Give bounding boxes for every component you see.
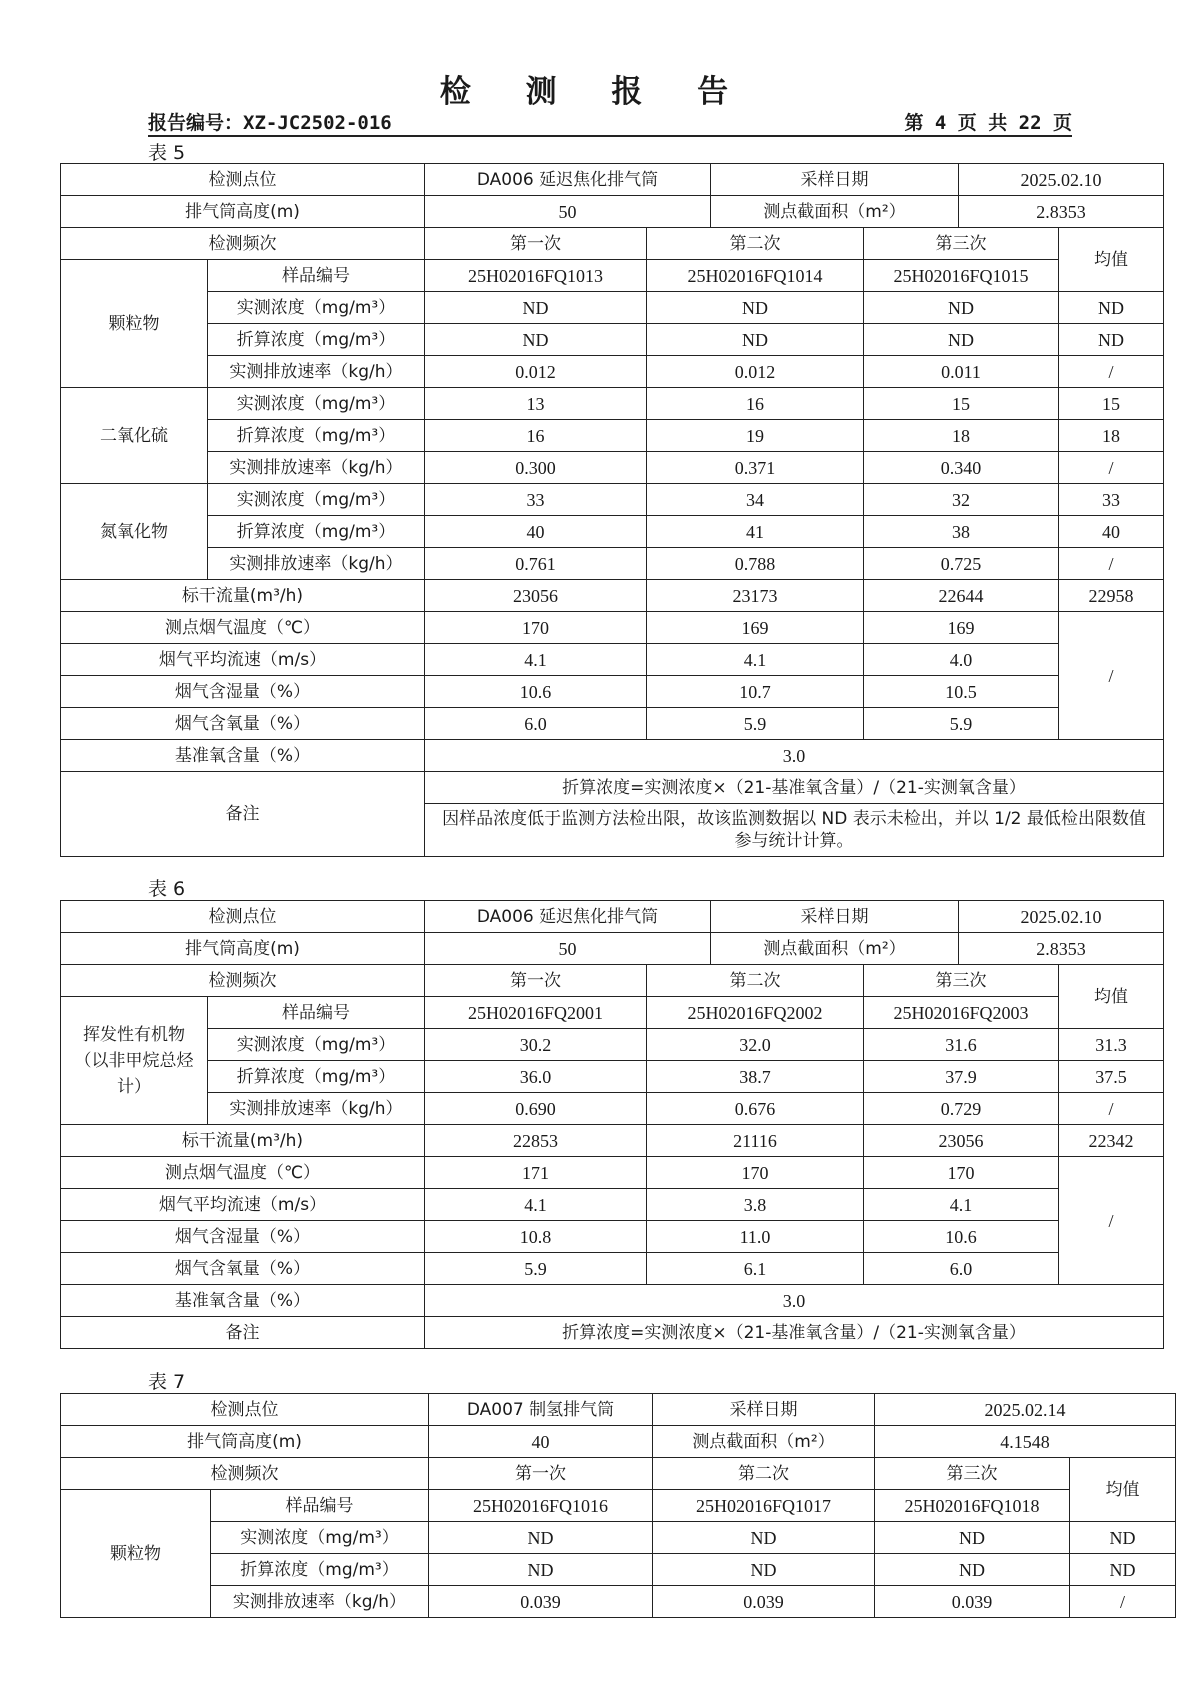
frequency-label: 检测频次 — [61, 1458, 429, 1490]
avg-cell: / — [1059, 356, 1164, 388]
table-row — [61, 740, 1164, 772]
avg-cell: 40 — [1059, 516, 1164, 548]
cell: 10.5 — [864, 676, 1059, 708]
area-value: 4.1548 — [875, 1426, 1176, 1458]
sample-no: 25H02016FQ2002 — [647, 997, 864, 1029]
document-title: 检 测 报 告 — [439, 74, 751, 110]
second-header: 第二次 — [647, 228, 864, 260]
stack-height-label: 排气筒高度(m) — [61, 933, 425, 965]
table-row — [61, 484, 1164, 516]
table-row — [61, 452, 1164, 484]
sample-no-label: 样品编号 — [208, 260, 425, 292]
report-number: 报告编号：XZ-JC2502-016 — [148, 112, 392, 134]
table-row — [61, 1522, 1176, 1554]
table-row — [61, 516, 1164, 548]
cell: ND — [653, 1554, 875, 1586]
cell: 36.0 — [425, 1061, 647, 1093]
measured-conc-label: 实测浓度（mg/m³） — [208, 388, 425, 420]
cell: 16 — [425, 420, 647, 452]
cell: 38 — [864, 516, 1059, 548]
date-value: 2025.02.14 — [875, 1394, 1176, 1426]
avg-cell: 33 — [1059, 484, 1164, 516]
first-header: 第一次 — [425, 965, 647, 997]
cell: 13 — [425, 388, 647, 420]
avg-cell: 31.3 — [1059, 1029, 1164, 1061]
cell: 0.039 — [875, 1586, 1070, 1618]
cell: 19 — [647, 420, 864, 452]
cell: ND — [864, 324, 1059, 356]
emission-rate-label: 实测排放速率（kg/h） — [208, 548, 425, 580]
avg-cell: ND — [1070, 1554, 1176, 1586]
cell: ND — [864, 292, 1059, 324]
avg-cell: 37.5 — [1059, 1061, 1164, 1093]
avg-cell: / — [1070, 1586, 1176, 1618]
table-row — [61, 1394, 1176, 1426]
table5 — [60, 163, 1164, 857]
area-label: 测点截面积（m²） — [653, 1426, 875, 1458]
table-row — [61, 164, 1164, 196]
group-name: 颗粒物 — [61, 1490, 211, 1618]
cell: 23173 — [647, 580, 864, 612]
average-header: 均值 — [1059, 228, 1164, 292]
second-header: 第二次 — [653, 1458, 875, 1490]
sample-no: 25H02016FQ1013 — [425, 260, 647, 292]
table-row — [61, 228, 1164, 260]
cell: 23056 — [425, 580, 647, 612]
measured-conc-label: 实测浓度（mg/m³） — [211, 1522, 429, 1554]
area-value: 2.8353 — [959, 196, 1164, 228]
table-row — [61, 1554, 1176, 1586]
table-row — [61, 1490, 1176, 1522]
table6-caption: 表 6 — [148, 878, 186, 900]
third-header: 第三次 — [875, 1458, 1070, 1490]
table7 — [60, 1393, 1176, 1618]
cell: 4.1 — [864, 1189, 1059, 1221]
cell: ND — [653, 1522, 875, 1554]
table7-caption: 表 7 — [148, 1371, 186, 1393]
table-row — [61, 612, 1164, 644]
table-row — [61, 356, 1164, 388]
cell: 10.8 — [425, 1221, 647, 1253]
third-header: 第三次 — [864, 965, 1059, 997]
measured-conc-label: 实测浓度（mg/m³） — [208, 484, 425, 516]
cell: 6.0 — [864, 1253, 1059, 1285]
table-row — [61, 1426, 1176, 1458]
converted-conc-label: 折算浓度（mg/m³） — [208, 420, 425, 452]
converted-conc-label: 折算浓度（mg/m³） — [208, 1061, 425, 1093]
table-row — [61, 1317, 1164, 1349]
sample-no: 25H02016FQ2001 — [425, 997, 647, 1029]
cell: 0.371 — [647, 452, 864, 484]
point-value: DA007 制氢排气筒 — [429, 1394, 653, 1426]
oxygen-label: 烟气含氧量（%） — [61, 1253, 425, 1285]
cell: 21116 — [647, 1125, 864, 1157]
measured-conc-label: 实测浓度（mg/m³） — [208, 292, 425, 324]
table-row — [61, 1458, 1176, 1490]
cell: 0.039 — [653, 1586, 875, 1618]
remark-label: 备注 — [61, 772, 425, 857]
stack-height-value: 50 — [425, 196, 711, 228]
cell: 5.9 — [647, 708, 864, 740]
table-row — [61, 1253, 1164, 1285]
group-name: 二氧化硫 — [61, 388, 208, 484]
table-row — [61, 1221, 1164, 1253]
cell: 41 — [647, 516, 864, 548]
cell: 15 — [864, 388, 1059, 420]
table-row — [61, 324, 1164, 356]
avg-cell: 15 — [1059, 388, 1164, 420]
table-row — [61, 260, 1164, 292]
table-row — [61, 1285, 1164, 1317]
avg-cell: / — [1059, 452, 1164, 484]
avg-cell: ND — [1059, 324, 1164, 356]
cell: 18 — [864, 420, 1059, 452]
cell: 0.676 — [647, 1093, 864, 1125]
remark-nd: 因样品浓度低于监测方法检出限，故该监测数据以 ND 表示未检出，并以 1/2 最低检出限数值参与统计计算。 — [425, 804, 1164, 857]
avg-cell: / — [1059, 1093, 1164, 1125]
flow-label: 标干流量(m³/h) — [61, 1125, 425, 1157]
table-row — [61, 1029, 1164, 1061]
sample-no-label: 样品编号 — [208, 997, 425, 1029]
table-row — [61, 1125, 1164, 1157]
cell: 0.039 — [429, 1586, 653, 1618]
stack-height-label: 排气筒高度(m) — [61, 196, 425, 228]
sample-no-label: 样品编号 — [211, 1490, 429, 1522]
temp-label: 测点烟气温度（℃） — [61, 612, 425, 644]
cell: 31.6 — [864, 1029, 1059, 1061]
cell: 33 — [425, 484, 647, 516]
date-value: 2025.02.10 — [959, 164, 1164, 196]
sample-no: 25H02016FQ1018 — [875, 1490, 1070, 1522]
point-value: DA006 延迟焦化排气筒 — [425, 901, 711, 933]
remark-formula: 折算浓度=实测浓度×（21-基准氧含量）/（21-实测氧含量） — [425, 1317, 1164, 1349]
avg-cell: / — [1059, 1157, 1164, 1285]
avg-cell: / — [1059, 612, 1164, 740]
table-row — [61, 772, 1164, 804]
cell: 30.2 — [425, 1029, 647, 1061]
frequency-label: 检测频次 — [61, 965, 425, 997]
temp-label: 测点烟气温度（℃） — [61, 1157, 425, 1189]
table-row — [61, 580, 1164, 612]
cell: 170 — [647, 1157, 864, 1189]
cell: 23056 — [864, 1125, 1059, 1157]
group-name: 挥发性有机物（以非甲烷总烃计） — [61, 997, 208, 1125]
cell: 0.725 — [864, 548, 1059, 580]
cell: 0.300 — [425, 452, 647, 484]
table-row — [61, 1586, 1176, 1618]
average-header: 均值 — [1059, 965, 1164, 1029]
point-value: DA006 延迟焦化排气筒 — [425, 164, 711, 196]
cell: 22853 — [425, 1125, 647, 1157]
first-header: 第一次 — [425, 228, 647, 260]
cell: 0.690 — [425, 1093, 647, 1125]
group-name: 颗粒物 — [61, 260, 208, 388]
cell: 169 — [647, 612, 864, 644]
point-label: 检测点位 — [61, 1394, 429, 1426]
avg-cell: 22958 — [1059, 580, 1164, 612]
cell: 37.9 — [864, 1061, 1059, 1093]
cell: ND — [647, 324, 864, 356]
moisture-label: 烟气含湿量（%） — [61, 1221, 425, 1253]
cell: 5.9 — [425, 1253, 647, 1285]
avg-cell: ND — [1070, 1522, 1176, 1554]
date-value: 2025.02.10 — [959, 901, 1164, 933]
cell: 170 — [864, 1157, 1059, 1189]
table-row — [61, 901, 1164, 933]
date-label: 采样日期 — [711, 901, 959, 933]
cell: 0.340 — [864, 452, 1059, 484]
cell: 4.1 — [425, 644, 647, 676]
cell: 4.1 — [425, 1189, 647, 1221]
cell: ND — [425, 292, 647, 324]
table-row — [61, 1157, 1164, 1189]
table-row — [61, 708, 1164, 740]
cell: 3.8 — [647, 1189, 864, 1221]
emission-rate-label: 实测排放速率（kg/h） — [208, 356, 425, 388]
sample-no: 25H02016FQ1017 — [653, 1490, 875, 1522]
cell: 40 — [425, 516, 647, 548]
table-row — [61, 644, 1164, 676]
table-row — [61, 548, 1164, 580]
cell: 0.761 — [425, 548, 647, 580]
table-row — [61, 420, 1164, 452]
emission-rate-label: 实测排放速率（kg/h） — [208, 1093, 425, 1125]
third-header: 第三次 — [864, 228, 1059, 260]
cell: 0.012 — [425, 356, 647, 388]
cell: 0.788 — [647, 548, 864, 580]
avg-cell: / — [1059, 548, 1164, 580]
area-label: 测点截面积（m²） — [711, 933, 959, 965]
oxygen-label: 烟气含氧量（%） — [61, 708, 425, 740]
sample-no: 25H02016FQ2003 — [864, 997, 1059, 1029]
table-row — [61, 965, 1164, 997]
first-header: 第一次 — [429, 1458, 653, 1490]
table-row — [61, 933, 1164, 965]
table-row — [61, 997, 1164, 1029]
table-row — [61, 1093, 1164, 1125]
stack-height-value: 50 — [425, 933, 711, 965]
cell: 16 — [647, 388, 864, 420]
cell: 171 — [425, 1157, 647, 1189]
area-label: 测点截面积（m²） — [711, 196, 959, 228]
cell: 0.011 — [864, 356, 1059, 388]
table6 — [60, 900, 1164, 1349]
measured-conc-label: 实测浓度（mg/m³） — [208, 1029, 425, 1061]
remark-label: 备注 — [61, 1317, 425, 1349]
cell: 10.7 — [647, 676, 864, 708]
converted-conc-label: 折算浓度（mg/m³） — [211, 1554, 429, 1586]
sample-no: 25H02016FQ1014 — [647, 260, 864, 292]
ref-oxygen-value: 3.0 — [425, 740, 1164, 772]
point-label: 检测点位 — [61, 164, 425, 196]
cell: 34 — [647, 484, 864, 516]
header-rule — [148, 135, 1072, 137]
cell: ND — [875, 1522, 1070, 1554]
avg-cell: 22342 — [1059, 1125, 1164, 1157]
table-row — [61, 388, 1164, 420]
ref-oxygen-label: 基准氧含量（%） — [61, 740, 425, 772]
table-row — [61, 1061, 1164, 1093]
average-header: 均值 — [1070, 1458, 1176, 1522]
table5-caption: 表 5 — [148, 142, 186, 164]
converted-conc-label: 折算浓度（mg/m³） — [208, 324, 425, 356]
stack-height-label: 排气筒高度(m) — [61, 1426, 429, 1458]
frequency-label: 检测频次 — [61, 228, 425, 260]
cell: 169 — [864, 612, 1059, 644]
ref-oxygen-label: 基准氧含量（%） — [61, 1285, 425, 1317]
cell: 32.0 — [647, 1029, 864, 1061]
point-label: 检测点位 — [61, 901, 425, 933]
date-label: 采样日期 — [711, 164, 959, 196]
flow-label: 标干流量(m³/h) — [61, 580, 425, 612]
group-name: 氮氧化物 — [61, 484, 208, 580]
cell: 22644 — [864, 580, 1059, 612]
cell: 170 — [425, 612, 647, 644]
date-label: 采样日期 — [653, 1394, 875, 1426]
cell: 6.1 — [647, 1253, 864, 1285]
remark-formula: 折算浓度=实测浓度×（21-基准氧含量）/（21-实测氧含量） — [425, 772, 1164, 804]
cell: 4.1 — [647, 644, 864, 676]
cell: 0.012 — [647, 356, 864, 388]
cell: ND — [647, 292, 864, 324]
sample-no: 25H02016FQ1015 — [864, 260, 1059, 292]
cell: ND — [429, 1522, 653, 1554]
area-value: 2.8353 — [959, 933, 1164, 965]
table-row — [61, 1189, 1164, 1221]
cell: 10.6 — [864, 1221, 1059, 1253]
cell: 6.0 — [425, 708, 647, 740]
cell: 10.6 — [425, 676, 647, 708]
page-indicator: 第 4 页 共 22 页 — [904, 112, 1072, 134]
cell: 11.0 — [647, 1221, 864, 1253]
cell: 38.7 — [647, 1061, 864, 1093]
cell: 5.9 — [864, 708, 1059, 740]
avg-cell: ND — [1059, 292, 1164, 324]
cell: 4.0 — [864, 644, 1059, 676]
avg-cell: 18 — [1059, 420, 1164, 452]
sample-no: 25H02016FQ1016 — [429, 1490, 653, 1522]
table-row — [61, 676, 1164, 708]
velocity-label: 烟气平均流速（m/s） — [61, 644, 425, 676]
emission-rate-label: 实测排放速率（kg/h） — [211, 1586, 429, 1618]
stack-height-value: 40 — [429, 1426, 653, 1458]
table-row — [61, 292, 1164, 324]
converted-conc-label: 折算浓度（mg/m³） — [208, 516, 425, 548]
second-header: 第二次 — [647, 965, 864, 997]
cell: 32 — [864, 484, 1059, 516]
emission-rate-label: 实测排放速率（kg/h） — [208, 452, 425, 484]
velocity-label: 烟气平均流速（m/s） — [61, 1189, 425, 1221]
moisture-label: 烟气含湿量（%） — [61, 676, 425, 708]
cell: ND — [425, 324, 647, 356]
table-row — [61, 196, 1164, 228]
cell: ND — [429, 1554, 653, 1586]
ref-oxygen-value: 3.0 — [425, 1285, 1164, 1317]
cell: ND — [875, 1554, 1070, 1586]
cell: 0.729 — [864, 1093, 1059, 1125]
